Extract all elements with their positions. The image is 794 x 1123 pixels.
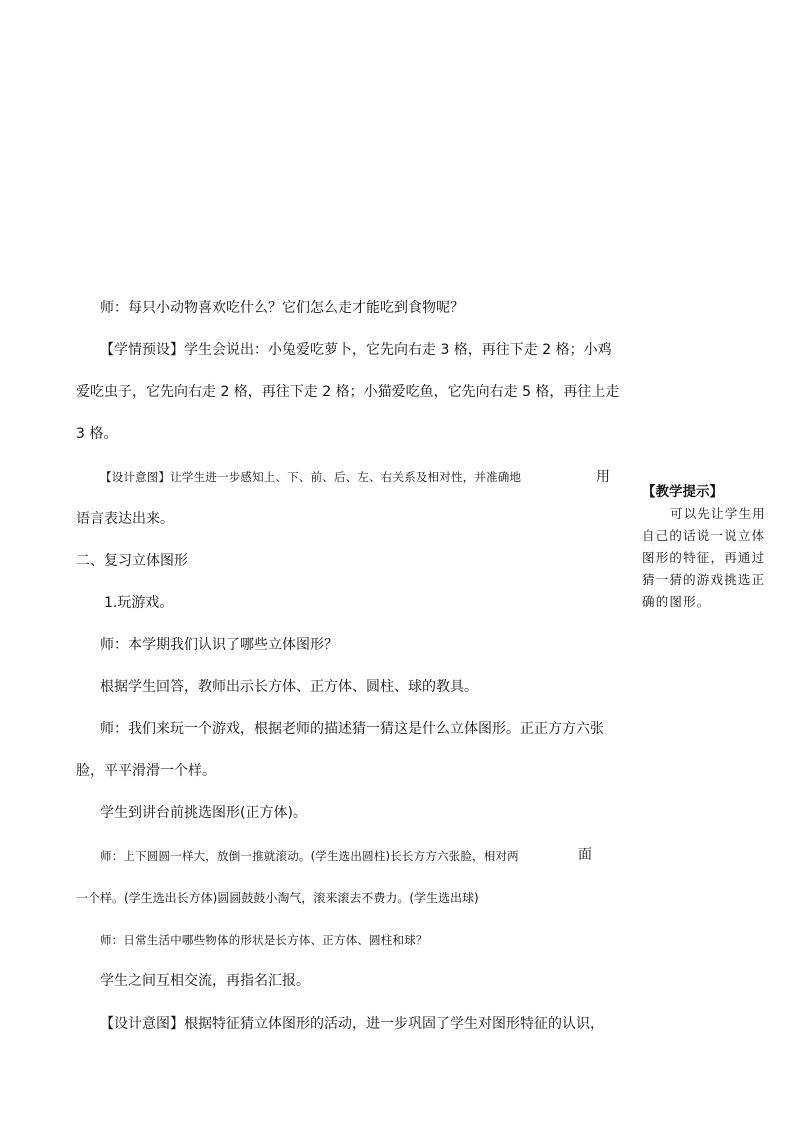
paragraph-riddles-continuation: 面: [578, 847, 592, 863]
paragraph-student-preview-line-3: 3 格。: [76, 426, 118, 442]
subsection-heading-play-game: 1.玩游戏。: [104, 595, 174, 611]
teaching-tip-title: 【教学提示】: [642, 484, 723, 500]
paragraph-riddles-line-1: 师：上下圆圆一样大，放倒一推就滚动。(学生选出圆柱)长长方方六张脸，相对两: [100, 849, 519, 863]
paragraph-student-picks-cube: 学生到讲台前挑选图形(正方体)。: [100, 805, 307, 821]
paragraph-design-intent-solids: 【设计意图】根据特征猜立体图形的活动，进一步巩固了学生对图形特征的认识，: [100, 1016, 604, 1032]
paragraph-design-intent-line-1: 【设计意图】让学生进一步感知上、下、前、后、左、右关系及相对性，并准确地: [100, 470, 522, 484]
paragraph-riddles-line-2: 一个样。(学生选出长方体)圆圆鼓鼓小淘气，滚来滚去不费力。(学生选出球): [76, 891, 479, 905]
paragraph-game-description-line-1: 师：我们来玩一个游戏，根据老师的描述猜一猜这是什么立体图形。正正方方六张: [100, 721, 604, 737]
teaching-tip-text: 可以先让学生用自己的话说一说立体图形的特征，再通过猜一猜的游戏挑选正确的图形。: [642, 506, 766, 609]
paragraph-teacher-shows-models: 根据学生回答，教师出示长方体、正方体、圆柱、球的教具。: [100, 679, 478, 695]
paragraph-teacher-question-solids: 师：本学期我们认识了哪些立体图形？: [100, 637, 338, 653]
paragraph-student-exchange: 学生之间互相交流，再指名汇报。: [100, 973, 310, 989]
paragraph-daily-life-question: 师：日常生活中哪些物体的形状是长方体、正方体、圆柱和球？: [100, 933, 428, 947]
paragraph-game-description-line-2: 脸，平平滑滑一个样。: [76, 763, 216, 779]
paragraph-student-preview-line-1: 【学情预设】学生会说出：小兔爱吃萝卜，它先向右走 3 格，再往下走 2 格；小鸡: [100, 342, 612, 358]
paragraph-student-preview-line-2: 爱吃虫子，它先向右走 2 格，再往下走 2 格；小猫爱吃鱼，它先向右走 5 格，再往上走: [76, 384, 620, 400]
section-heading-review-solids: 二、复习立体图形: [76, 553, 188, 569]
teaching-tip-sidebar: [642, 481, 772, 613]
paragraph-design-intent-continuation: 用: [596, 469, 610, 485]
paragraph-teacher-question-animals: 师：每只小动物喜欢吃什么？它们怎么走才能吃到食物呢？: [100, 300, 464, 316]
paragraph-design-intent-line-2: 语言表达出来。: [76, 511, 174, 527]
